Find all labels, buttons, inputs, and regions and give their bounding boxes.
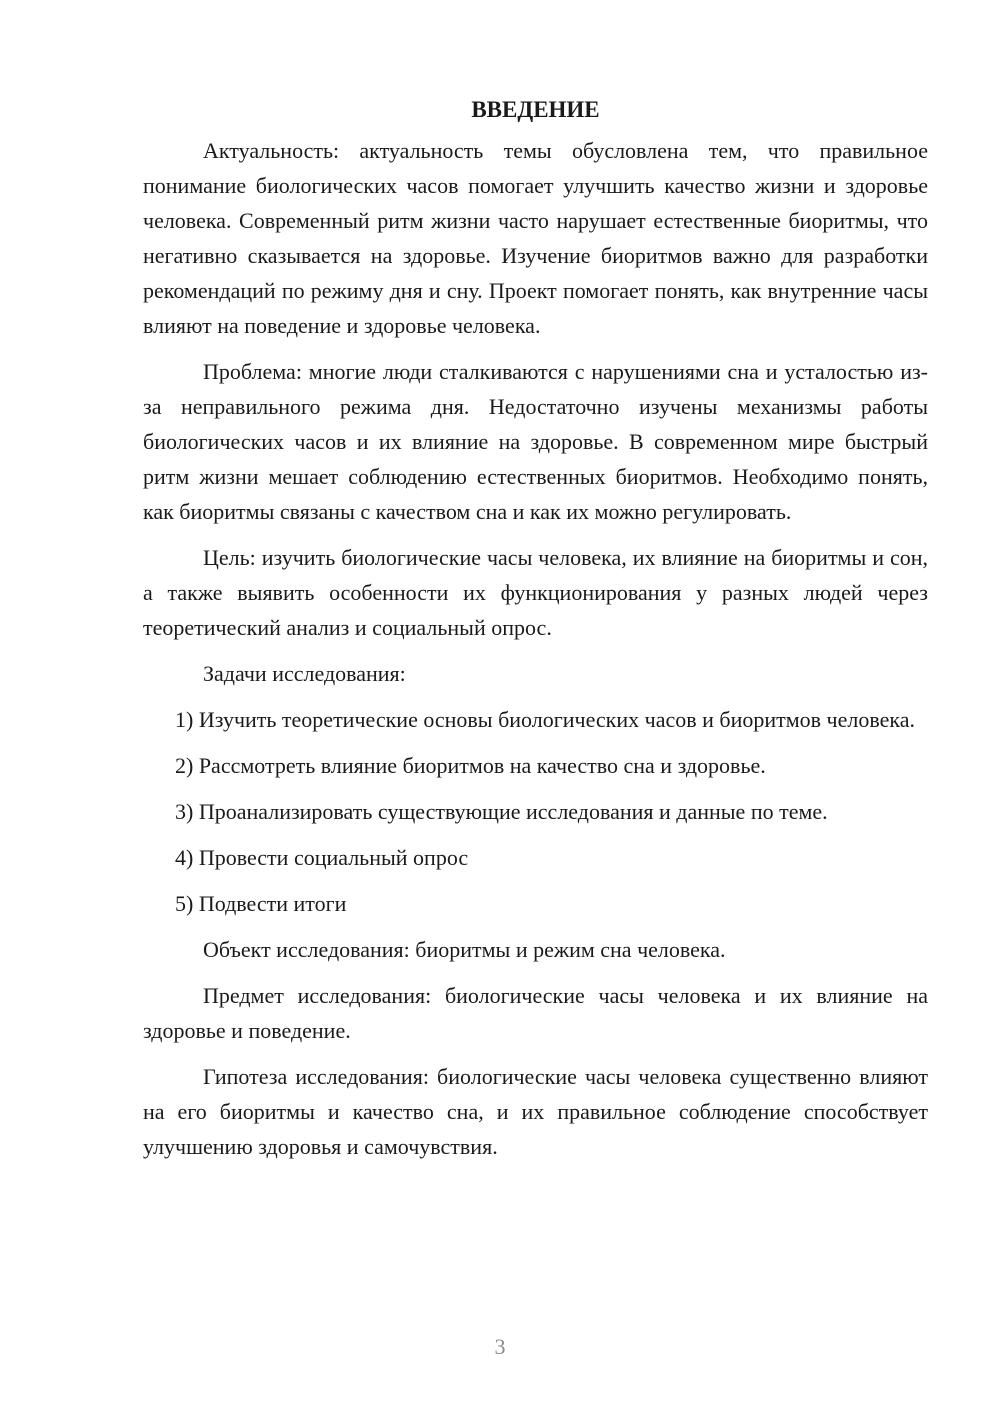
task-item-1: 1) Изучить теоретические основы биологических часов и биоритмов человека. <box>175 707 916 732</box>
goal-paragraph: Цель: изучить биологические часы человека, их влияние на биоритмы и сон, а также выявить особенности их функционирования у разных людей через теоретический анализ и социальный опрос. <box>143 545 928 640</box>
page-content <box>143 92 928 1175</box>
task-item-5: 5) Подвести итоги <box>175 891 347 916</box>
task-item-2: 2) Рассмотреть влияние биоритмов на качество сна и здоровье. <box>175 753 766 778</box>
task-item-3: 3) Проанализировать существующие исследования и данные по теме. <box>175 799 828 824</box>
tasks-title: Задачи исследования: <box>203 661 406 686</box>
page-number: 3 <box>494 1334 506 1359</box>
relevance-paragraph: Актуальность: актуальность темы обусловлена тем, что правильное понимание биологических часов помогает улучшить качество жизни и здоровье человека. Современный ритм жизни часто нарушает естественные биоритмы, что негативно сказывается на здоровье. Изучение биоритмов важно для разработки рекомендаций по режиму дня и сну. Проект помогает понять, как внутренние часы влияют на поведение и здоровье человека. <box>143 138 928 338</box>
object-paragraph: Объект исследования: биоритмы и режим сна человека. <box>203 937 726 962</box>
section-heading: ВВЕДЕНИЕ <box>471 97 600 122</box>
subject-paragraph: Предмет исследования: биологические часы человека и их влияние на здоровье и поведение. <box>143 983 928 1043</box>
hypothesis-paragraph: Гипотеза исследования: биологические часы человека существенно влияют на его биоритмы и качество сна, и их правильное соблюдение способствует улучшению здоровья и самочувствия. <box>143 1064 928 1159</box>
task-item-4: 4) Провести социальный опрос <box>175 845 469 870</box>
problem-paragraph: Проблема: многие люди сталкиваются с нарушениями сна и усталостью из-за неправильного режима дня. Недостаточно изучены механизмы работы биологических часов и их влияние на здоровье. В современном мире быстрый ритм жизни мешает соблюдению естественных биоритмов. Необходимо понять, как биоритмы связаны с качеством сна и как их можно регулировать. <box>143 359 928 524</box>
